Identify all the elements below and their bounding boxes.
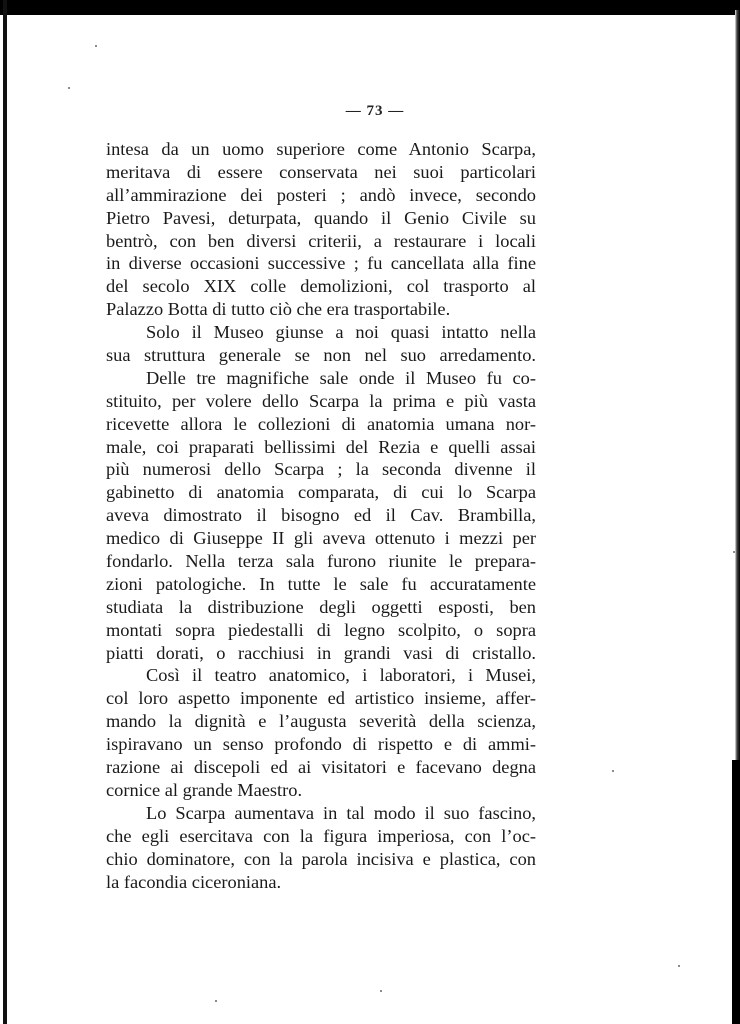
text-line: bentrò, con ben diversi criterii, a restaurare i locali: [106, 230, 536, 251]
page-number-text: — 73 —: [345, 103, 405, 119]
text-line: Pietro Pavesi, deturpata, quando il Genio Civile su: [106, 207, 536, 228]
paragraph: [106, 138, 536, 321]
scan-speck: [733, 551, 735, 553]
text-line: zioni patologiche. In tutte le sale fu accuratamente: [106, 573, 536, 594]
text-line: fondarlo. Nella terza sala furono riunite le prepara-: [106, 551, 536, 572]
text-line: gabinetto di anatomia comparata, di cui lo Scarpa: [106, 482, 536, 503]
text-line: ispiravano un senso profondo di rispetto e di ammi-: [106, 734, 536, 755]
page-number: [0, 103, 740, 120]
text-line: la facondia ciceroniana.: [106, 871, 282, 892]
text-line: sua struttura generale se non nel suo arredamento.: [106, 345, 536, 366]
text-line: meritava di essere conservata nei suoi particolari: [106, 161, 536, 182]
scan-speck: [95, 45, 97, 47]
text-line: studiata la distribuzione degli oggetti esposti, ben: [106, 596, 536, 617]
text-line: Lo Scarpa aumentava in tal modo il suo fascino,: [146, 802, 536, 823]
text-line: aveva dimostrato il bisogno ed il Cav. Brambilla,: [106, 505, 536, 526]
scan-speck: [380, 990, 382, 992]
text-line: col loro aspetto imponente ed artistico insieme, affer-: [106, 688, 536, 709]
text-line: Delle tre magnifiche sale onde il Museo fu co-: [146, 367, 536, 388]
scan-right-border-shadow: [732, 760, 740, 1024]
text-line: stituito, per volere dello Scarpa la prima e più vasta: [106, 390, 536, 411]
scan-left-border: [3, 0, 7, 1024]
text-line: cornice al grande Maestro.: [106, 779, 303, 800]
text-line: Così il teatro anatomico, i laboratori, i Musei,: [146, 665, 536, 686]
text-line: intesa da un uomo superiore come Antonio Scarpa,: [106, 139, 536, 159]
text-line: montati sopra piedestalli di legno scolpito, o sopra: [106, 619, 536, 640]
scan-speck: [215, 1000, 217, 1002]
paragraph: [106, 802, 536, 894]
text-line: in diverse occasioni successive ; fu cancellata alla fine: [106, 253, 536, 274]
text-line: all’ammirazione dei posteri ; andò invece, secondo: [106, 184, 536, 205]
text-line: chio dominatore, con la parola incisiva e plastica, con: [106, 848, 536, 869]
text-line: male, coi praparati bellissimi del Rezia e quelli assai: [106, 436, 536, 457]
text-line: ricevette allora le collezioni di anatomia umana nor-: [106, 413, 536, 434]
paragraph: [106, 664, 536, 801]
scan-top-border: [0, 0, 740, 15]
text-line: Palazzo Botta di tutto ciò che era trasportabile.: [106, 299, 451, 320]
scan-speck: [678, 965, 680, 967]
text-line: razione ai discepoli ed ai visitatori e facevano degna: [106, 757, 536, 778]
paragraph: [106, 367, 536, 665]
text-line: medico di Giuseppe II gli aveva ottenuto i mezzi per: [106, 528, 536, 549]
scan-speck: [612, 770, 614, 772]
text-line: che egli esercitava con la figura imperiosa, con l’oc-: [106, 825, 536, 846]
text-line: Solo il Museo giunse a noi quasi intatto nella: [146, 322, 536, 343]
text-line: del secolo XIX colle demolizioni, col trasporto al: [106, 276, 536, 297]
scan-speck: [68, 87, 70, 89]
text-line: piatti dorati, o racchiusi in grandi vasi di cristallo.: [106, 642, 536, 663]
text-line: mando la dignità e l’augusta severità della scienza,: [106, 711, 536, 732]
paragraph: [106, 321, 536, 367]
body-text: [106, 138, 536, 893]
text-line: più numerosi dello Scarpa ; la seconda divenne il: [106, 459, 536, 480]
